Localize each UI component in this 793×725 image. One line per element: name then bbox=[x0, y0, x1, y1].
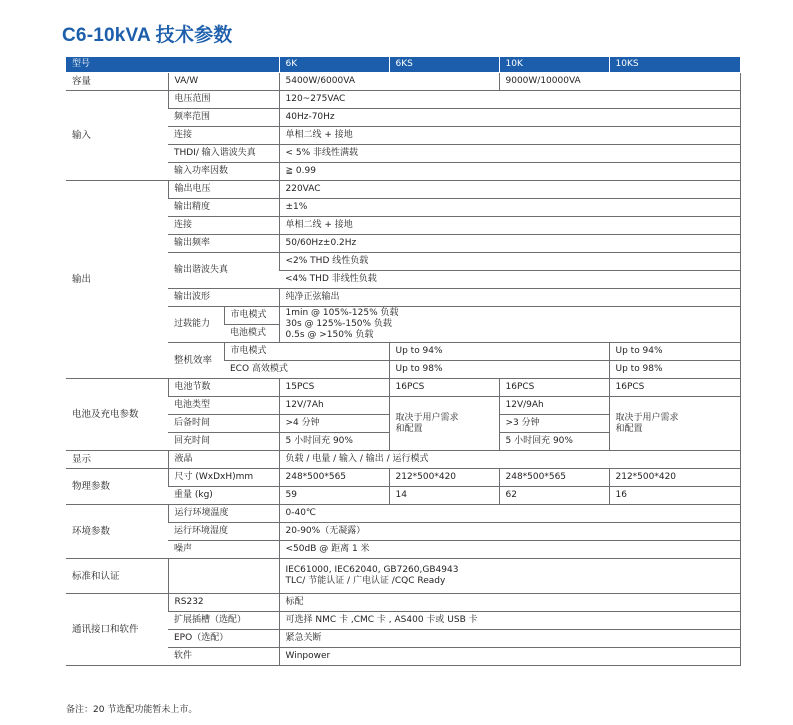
standards-values bbox=[279, 559, 740, 594]
cell-value: 9000W/10000VA bbox=[499, 73, 740, 91]
table-row bbox=[66, 541, 740, 559]
table-row bbox=[66, 630, 740, 648]
item-label: RS232 bbox=[168, 594, 279, 612]
table-row bbox=[66, 343, 740, 361]
item-label: 后备时间 bbox=[168, 415, 279, 433]
user-config-6ks: 取决于用户需求 和配置 bbox=[389, 397, 499, 451]
cell-value: 5400W/6000VA bbox=[279, 73, 499, 91]
item-label: 连接 bbox=[168, 217, 279, 235]
item-label: 输出谐波失真 bbox=[168, 253, 279, 289]
table-row bbox=[66, 523, 740, 541]
cell-value: <50dB @ 距离 1 米 bbox=[279, 541, 740, 559]
item-label: 输出精度 bbox=[168, 199, 279, 217]
item-label: 输出频率 bbox=[168, 235, 279, 253]
model-6ks: 6KS bbox=[389, 57, 499, 73]
table-row bbox=[66, 235, 740, 253]
table-row bbox=[66, 648, 740, 666]
footnote: 备注：20 节选配功能暂未上市。 bbox=[66, 705, 198, 715]
cell-value: 12V/9Ah bbox=[499, 397, 609, 415]
cell-value: 标配 bbox=[279, 594, 740, 612]
user-config-10ks: 取决于用户需求 和配置 bbox=[609, 397, 740, 451]
cell-value: Winpower bbox=[279, 648, 740, 666]
item-label: 软件 bbox=[168, 648, 279, 666]
table-row bbox=[66, 199, 740, 217]
item-label: 电池节数 bbox=[168, 379, 279, 397]
table-row bbox=[66, 163, 740, 181]
model-10k: 10K bbox=[499, 57, 609, 73]
cell-value: Up to 98% bbox=[389, 361, 609, 379]
table-row bbox=[66, 307, 740, 325]
cell-value: 1min @ 105%-125% 负载 bbox=[285, 308, 399, 318]
item-label: 市电模式 bbox=[224, 343, 389, 361]
cell-value: 248*500*565 bbox=[279, 469, 389, 487]
group-capacity: 容量 bbox=[66, 73, 168, 91]
cell-value: 59 bbox=[279, 487, 389, 505]
cell-value: 30s @ 125%-150% 负载 bbox=[285, 319, 392, 329]
cell-value: 220VAC bbox=[279, 181, 740, 199]
cell-value: TLC/ 节能认证 / 广电认证 /CQC Ready bbox=[285, 576, 446, 586]
spec-table bbox=[66, 57, 741, 666]
cell-value: 5 小时回充 90% bbox=[279, 433, 389, 451]
cell-value: 50/60Hz±0.2Hz bbox=[279, 235, 740, 253]
cell-value: 16PCS bbox=[609, 379, 740, 397]
cell-value: 20-90%（无凝露） bbox=[279, 523, 740, 541]
item-label: 重量 (kg) bbox=[168, 487, 279, 505]
cell-value: 14 bbox=[389, 487, 499, 505]
model-label: 型号 bbox=[66, 57, 279, 73]
table-row bbox=[66, 612, 740, 630]
group-comm: 通讯接口和软件 bbox=[66, 594, 168, 666]
group-battery: 电池及充电参数 bbox=[66, 379, 168, 451]
table-row bbox=[66, 559, 740, 594]
item-label: 输出波形 bbox=[168, 289, 279, 307]
cell-value: 负载 / 电量 / 输入 / 输出 / 运行模式 bbox=[279, 451, 740, 469]
item-label: 运行环境温度 bbox=[168, 505, 279, 523]
group-standards: 标准和认证 bbox=[66, 559, 168, 594]
table-row bbox=[66, 127, 740, 145]
cell-value: 0-40℃ bbox=[279, 505, 740, 523]
cell-value: 40Hz-70Hz bbox=[279, 109, 740, 127]
item-label: 过载能力 bbox=[168, 307, 224, 343]
item-label: 连接 bbox=[168, 127, 279, 145]
item-label: 运行环境湿度 bbox=[168, 523, 279, 541]
item-label: THDI/ 输入谐波失真 bbox=[168, 145, 279, 163]
table-row bbox=[66, 181, 740, 199]
group-output: 输出 bbox=[66, 181, 168, 379]
cell-value: < 5% 非线性满载 bbox=[279, 145, 740, 163]
cell-value: 12V/7Ah bbox=[279, 397, 389, 415]
capacity-row bbox=[66, 73, 740, 91]
cell-value: ≧ 0.99 bbox=[279, 163, 740, 181]
cell-value: IEC61000, IEC62040, GB7260,GB4943 bbox=[285, 565, 459, 575]
table-row bbox=[66, 397, 740, 415]
cell-value: >4 分钟 bbox=[279, 415, 389, 433]
item-label: 输入功率因数 bbox=[168, 163, 279, 181]
model-10ks: 10KS bbox=[609, 57, 740, 73]
cell-value: Up to 94% bbox=[389, 343, 609, 361]
group-efficiency: 整机效率 bbox=[168, 343, 224, 379]
item-label: 扩展插槽（选配） bbox=[168, 612, 279, 630]
header-row bbox=[66, 57, 740, 73]
cell-value: 16PCS bbox=[389, 379, 499, 397]
item-label: VA/W bbox=[168, 73, 279, 91]
cell-value: 62 bbox=[499, 487, 609, 505]
table-row bbox=[66, 594, 740, 612]
cell-value: 可选择 NMC 卡 ,CMC 卡 , AS400 卡或 USB 卡 bbox=[279, 612, 740, 630]
item-label: 尺寸 (WxDxH)mm bbox=[168, 469, 279, 487]
cell-value: 单相二线 + 接地 bbox=[279, 127, 740, 145]
cell-value: 0.5s @ >150% 负载 bbox=[285, 330, 374, 340]
table-row bbox=[66, 253, 740, 271]
model-6k: 6K bbox=[279, 57, 389, 73]
page-title: C6-10kVA 技术参数 bbox=[62, 25, 233, 46]
cell-value: ±1% bbox=[279, 199, 740, 217]
cell-value: >3 分钟 bbox=[499, 415, 609, 433]
table-row bbox=[66, 451, 740, 469]
item-label: 电压范围 bbox=[168, 91, 279, 109]
cell-value: 纯净正弦输出 bbox=[279, 289, 740, 307]
cell-value: 120~275VAC bbox=[279, 91, 740, 109]
cell-value: 16PCS bbox=[499, 379, 609, 397]
table-row bbox=[66, 289, 740, 307]
cell-value: 248*500*565 bbox=[499, 469, 609, 487]
item-label: 电池类型 bbox=[168, 397, 279, 415]
item-label: 噪声 bbox=[168, 541, 279, 559]
cell-value: Up to 98% bbox=[609, 361, 740, 379]
cell-value: 5 小时回充 90% bbox=[499, 433, 609, 451]
table-row bbox=[66, 505, 740, 523]
group-input: 输入 bbox=[66, 91, 168, 181]
cell-value: 单相二线 + 接地 bbox=[279, 217, 740, 235]
item-label: ECO 高效模式 bbox=[224, 361, 389, 379]
overload-values bbox=[279, 307, 740, 343]
cell-value: 212*500*420 bbox=[609, 469, 740, 487]
item-label: 频率范围 bbox=[168, 109, 279, 127]
mode-label: 电池模式 bbox=[224, 325, 279, 343]
group-display: 显示 bbox=[66, 451, 168, 469]
item-label: 液晶 bbox=[168, 451, 279, 469]
cell-value: <4% THD 非线性负载 bbox=[279, 271, 740, 289]
item-label: EPO（选配） bbox=[168, 630, 279, 648]
item-label: 回充时间 bbox=[168, 433, 279, 451]
cell-value: 紧急关断 bbox=[279, 630, 740, 648]
item-label-empty bbox=[168, 559, 279, 594]
cell-value: 16 bbox=[609, 487, 740, 505]
table-row bbox=[66, 379, 740, 397]
group-environment: 环境参数 bbox=[66, 505, 168, 559]
table-row bbox=[66, 469, 740, 487]
group-physical: 物理参数 bbox=[66, 469, 168, 505]
cell-value: Up to 94% bbox=[609, 343, 740, 361]
cell-value: 15PCS bbox=[279, 379, 389, 397]
item-label: 输出电压 bbox=[168, 181, 279, 199]
table-row bbox=[66, 217, 740, 235]
table-row bbox=[66, 487, 740, 505]
mode-label: 市电模式 bbox=[224, 307, 279, 325]
table-row bbox=[66, 145, 740, 163]
table-row bbox=[66, 91, 740, 109]
cell-value: <2% THD 线性负载 bbox=[279, 253, 740, 271]
table-row bbox=[66, 109, 740, 127]
cell-value: 212*500*420 bbox=[389, 469, 499, 487]
